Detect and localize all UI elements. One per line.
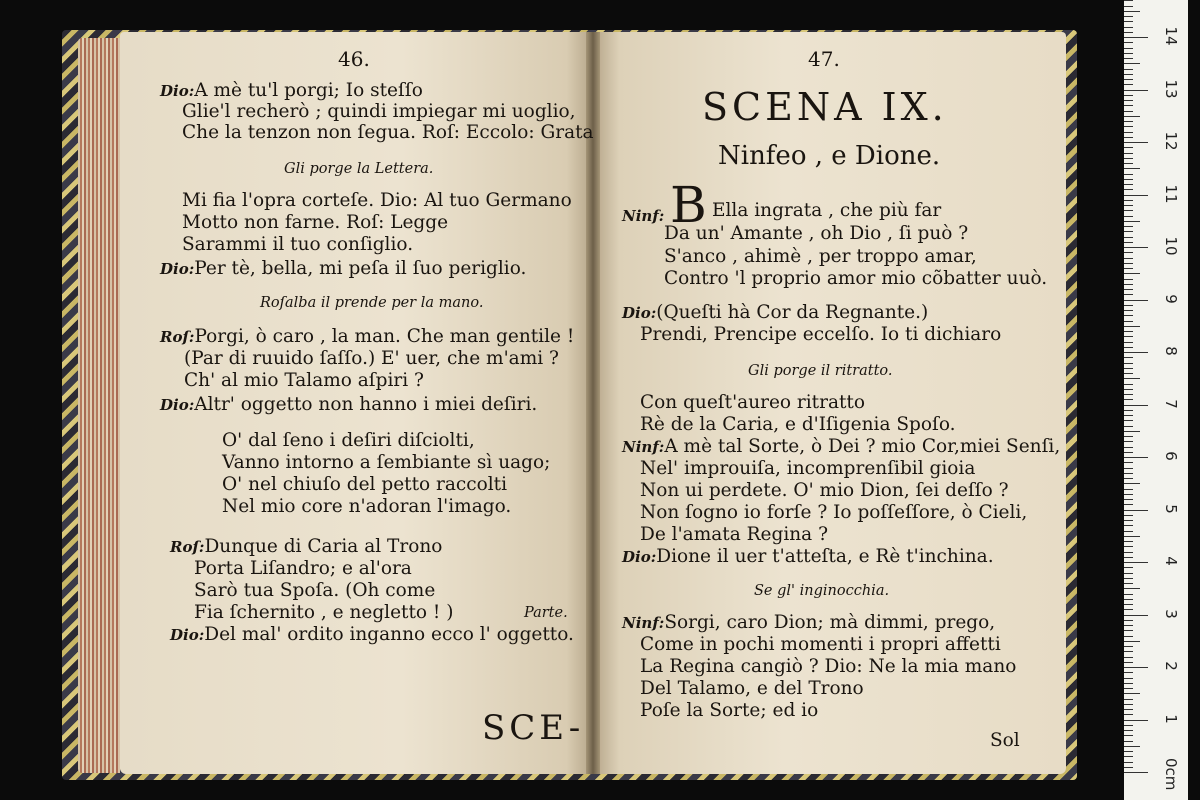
left-line-4: Mi fia l'opra corteſe. Dio: Al tuo Germano (182, 190, 572, 211)
left-page-number: 46. (338, 47, 370, 71)
ruler-label: 14 (1162, 26, 1180, 46)
ruler-tick (1124, 116, 1140, 117)
right-line-12: Non ſogno io forſe ? Io poſſeſſore, ò Cieli, (640, 502, 1028, 523)
ruler-tick (1124, 48, 1133, 49)
ruler-tick (1124, 347, 1133, 348)
right-line-10: Nel' improuiſa, incomprenſibil gioia (640, 458, 976, 479)
ruler-tick (1124, 772, 1148, 773)
left-line-13: Porta Liſandro; e al'ora (194, 558, 412, 579)
ruler-label: 13 (1162, 78, 1180, 99)
ruler-tick (1124, 599, 1133, 600)
ruler-tick (1124, 735, 1133, 736)
ruler-tick (1124, 457, 1148, 458)
ruler-tick (1124, 90, 1148, 91)
ruler-tick (1124, 646, 1133, 647)
ruler-tick (1124, 672, 1133, 673)
left-line-9: (Par di ruuido ſaſſo.) E' uer, che m'ami ? (184, 348, 559, 369)
ruler-tick (1124, 147, 1133, 148)
right-line-5: Dio:(Queſti hà Cor da Regnante.) (622, 302, 929, 323)
ruler-tick (1124, 625, 1133, 626)
scene-characters: Ninfeo , e Dione. (718, 141, 941, 171)
right-line-2: Da un' Amante , oh Dio , ſi può ? (664, 223, 969, 244)
measuring-ruler (1124, 0, 1188, 800)
ruler-tick (1124, 126, 1133, 127)
left-line-14: Sarò tua Spoſa. (Oh come (194, 580, 436, 601)
right-line-1: Ella ingrata , che più far (712, 200, 942, 221)
right-line-17: La Regina cangiò ? Dio: Ne la mia mano (640, 656, 1017, 677)
ruler-tick (1124, 284, 1133, 285)
ruler-tick (1124, 630, 1133, 631)
ruler-tick (1124, 573, 1133, 574)
ruler-tick (1124, 237, 1133, 238)
ruler-tick (1124, 410, 1133, 411)
ruler-tick (1124, 321, 1133, 322)
right-line-19: Poſe la Sorte; ed io (640, 700, 819, 721)
ruler-tick (1124, 121, 1133, 122)
ruler-tick (1124, 499, 1133, 500)
ruler-tick (1124, 111, 1133, 112)
ruler-label: 8 (1162, 346, 1180, 356)
ruler-tick (1124, 483, 1140, 484)
ruler-tick (1124, 431, 1140, 432)
ruler-tick (1124, 651, 1133, 652)
ruler-tick (1124, 441, 1133, 442)
ruler-tick (1124, 174, 1133, 175)
right-line-4: Contro 'l proprio amor mio cõbatter uuò. (664, 268, 1048, 289)
left-line-8: Roſ:Porgi, ò caro , la man. Che man gentile ! (160, 326, 575, 347)
right-line-14: Dio:Dione il uer t'atteſta, e Rè t'inchina. (622, 546, 994, 567)
ruler-tick (1124, 273, 1140, 274)
ruler-tick (1124, 53, 1133, 54)
ruler-tick (1124, 756, 1133, 757)
ruler-label: 2 (1162, 661, 1180, 671)
ruler-tick (1124, 641, 1140, 642)
right-speaker-1: Ninf: (622, 207, 665, 225)
ruler-tick (1124, 357, 1133, 358)
ruler-tick (1124, 531, 1133, 532)
left-line-6: Sarammi il tuo conſiglio. (182, 234, 414, 255)
ruler-tick (1124, 221, 1140, 222)
ruler-tick (1124, 16, 1133, 17)
ruler-tick (1124, 683, 1133, 684)
ruler-tick (1124, 189, 1133, 190)
ruler-tick (1124, 420, 1133, 421)
ruler-tick (1124, 0, 1133, 1)
left-line-5: Motto non farne. Roſ: Legge (182, 212, 449, 233)
ruler-tick (1124, 373, 1133, 374)
ruler-tick (1124, 336, 1133, 337)
left-exit-direction: Parte. (524, 605, 568, 621)
left-line-1: Dio:A mè tu'l porgi; Io steſſo (160, 80, 423, 101)
ruler-tick (1124, 426, 1133, 427)
right-line-9: Ninf:A mè tal Sorte, ò Dei ? mio Cor,miei Senſi, (622, 436, 1061, 457)
left-line-3: Che la tenzon non ſegua. Roſ: Eccolo: Grata (182, 122, 594, 143)
ruler-tick (1124, 520, 1133, 521)
left-stage-direction-2: Roſalba il prende per la mano. (260, 295, 484, 311)
drop-cap: B (670, 176, 707, 234)
ruler-tick (1124, 693, 1140, 694)
ruler-label: 11 (1162, 183, 1180, 204)
ruler-tick (1124, 452, 1133, 453)
ruler-tick (1124, 158, 1133, 159)
left-line-15: Fia ſchernito , e negletto ! ) (194, 602, 454, 623)
ruler-tick (1124, 688, 1133, 689)
left-verse-4: Nel mio core n'adoran l'imago. (222, 496, 512, 517)
left-verse-2: Vanno intorno a ſembiante sì uago; (222, 452, 551, 473)
ruler-tick (1124, 709, 1133, 710)
ruler-tick (1124, 662, 1133, 663)
left-line-2: Glie'l recherò ; quindi impiegar mi uoglio, (182, 101, 576, 122)
ruler-tick (1124, 751, 1133, 752)
ruler-tick (1124, 657, 1133, 658)
ruler-tick (1124, 478, 1133, 479)
ruler-tick (1124, 489, 1133, 490)
ruler-tick (1124, 636, 1133, 637)
ruler-tick (1124, 604, 1133, 605)
ruler-tick (1124, 389, 1133, 390)
ruler-tick (1124, 95, 1133, 96)
ruler-tick (1124, 305, 1133, 306)
ruler-tick (1124, 79, 1133, 80)
ruler-tick (1124, 462, 1133, 463)
ruler-tick (1124, 667, 1148, 668)
ruler-tick (1124, 405, 1148, 406)
ruler-tick (1124, 363, 1133, 364)
ruler-tick (1124, 515, 1133, 516)
ruler-label: 10 (1162, 236, 1180, 256)
ruler-label: 5 (1162, 503, 1180, 514)
ruler-tick (1124, 195, 1148, 196)
ruler-tick (1124, 279, 1133, 280)
ruler-tick (1124, 714, 1133, 715)
ruler-tick (1124, 557, 1133, 558)
ruler-tick (1124, 588, 1140, 589)
left-catchword: SCE- (482, 708, 585, 748)
right-page-number: 47. (808, 47, 840, 71)
ruler-tick (1124, 331, 1133, 332)
ruler-tick (1124, 326, 1140, 327)
ruler-tick (1124, 168, 1140, 169)
left-line-7: Dio:Per tè, bella, mi peſa il ſuo periglio. (160, 258, 527, 279)
ruler-tick (1124, 210, 1133, 211)
ruler-label: 12 (1162, 131, 1180, 151)
ruler-tick (1124, 578, 1133, 579)
ruler-tick (1124, 142, 1148, 143)
left-verse-3: O' nel chiuſo del petto raccolti (222, 474, 508, 495)
ruler-label: 7 (1162, 398, 1180, 409)
ruler-tick (1124, 541, 1133, 542)
ruler-tick (1124, 342, 1133, 343)
scene-title: SCENA IX. (702, 85, 948, 129)
ruler-tick (1124, 258, 1133, 259)
ruler-tick (1124, 42, 1133, 43)
ruler-tick (1124, 384, 1133, 385)
ruler-tick (1124, 69, 1133, 70)
ruler-tick (1124, 368, 1133, 369)
ruler-tick (1124, 730, 1133, 731)
ruler-tick (1124, 137, 1133, 138)
ruler-tick (1124, 378, 1140, 379)
ruler-tick (1124, 231, 1133, 232)
ruler-tick (1124, 704, 1133, 705)
ruler-tick (1124, 567, 1133, 568)
left-line-11: Dio:Altr' oggetto non hanno i miei deſiri. (160, 394, 538, 415)
ruler-label: 3 (1162, 608, 1180, 619)
right-catchword: Sol (990, 730, 1020, 751)
ruler-tick (1124, 315, 1133, 316)
ruler-tick (1124, 594, 1133, 595)
left-stage-direction-1: Gli porge la Lettera. (284, 161, 434, 177)
ruler-tick (1124, 609, 1133, 610)
right-line-11: Non ui perdete. O' mio Dion, ſei deſſo ? (640, 480, 1009, 501)
left-line-16: Dio:Del mal' ordito inganno ecco l' oggetto. (170, 624, 574, 645)
left-verse-1: O' dal ſeno i deſiri diſciolti, (222, 430, 475, 451)
ruler-tick (1124, 84, 1133, 85)
ruler-tick (1124, 294, 1133, 295)
ruler-tick (1124, 583, 1133, 584)
right-line-18: Del Talamo, e del Trono (640, 678, 864, 699)
ruler-tick (1124, 289, 1133, 290)
ruler-tick (1124, 394, 1133, 395)
right-line-16: Come in pochi momenti i propri affetti (640, 634, 1001, 655)
left-line-12: Roſ:Dunque di Caria al Trono (170, 536, 443, 557)
ruler-tick (1124, 762, 1133, 763)
ruler-label: 9 (1162, 293, 1180, 304)
ruler-tick (1124, 699, 1133, 700)
ruler-tick (1124, 468, 1133, 469)
ruler-tick (1124, 300, 1148, 301)
right-line-7: Con queſt'aureo ritratto (640, 392, 865, 413)
ruler-tick (1124, 184, 1133, 185)
right-stage-direction-1: Gli porge il ritratto. (748, 363, 893, 379)
ruler-tick (1124, 504, 1133, 505)
ruler-tick (1124, 163, 1133, 164)
ruler-tick (1124, 32, 1133, 33)
ruler-tick (1124, 678, 1133, 679)
ruler-tick (1124, 179, 1133, 180)
ruler-label: 0cm (1162, 758, 1180, 791)
ruler-tick (1124, 252, 1133, 253)
ruler-tick (1124, 242, 1133, 243)
ruler-tick (1124, 552, 1133, 553)
ruler-tick (1124, 720, 1148, 721)
ruler-tick (1124, 132, 1133, 133)
ruler-label: 1 (1162, 713, 1180, 724)
ruler-tick (1124, 447, 1133, 448)
ruler-tick (1124, 399, 1133, 400)
ruler-tick (1124, 620, 1133, 621)
ruler-tick (1124, 205, 1133, 206)
ruler-tick (1124, 562, 1148, 563)
ruler-tick (1124, 226, 1133, 227)
right-line-15: Ninf:Sorgi, caro Dion; mà dimmi, prego, (622, 612, 996, 633)
ruler-tick (1124, 352, 1148, 353)
ruler-tick (1124, 741, 1133, 742)
ruler-tick (1124, 525, 1133, 526)
ruler-tick (1124, 11, 1140, 12)
page-edges (78, 38, 120, 773)
ruler-tick (1124, 263, 1133, 264)
ruler-tick (1124, 473, 1133, 474)
ruler-tick (1124, 546, 1133, 547)
ruler-tick (1124, 153, 1133, 154)
ruler-tick (1124, 6, 1133, 7)
ruler-tick (1124, 200, 1133, 201)
ruler-tick (1124, 415, 1133, 416)
ruler-tick (1124, 310, 1133, 311)
ruler-label: 6 (1162, 451, 1180, 461)
ruler-tick (1124, 746, 1140, 747)
ruler-tick (1124, 100, 1133, 101)
ruler-tick (1124, 436, 1133, 437)
right-line-13: De l'amata Regina ? (640, 524, 828, 545)
right-line-3: S'anco , ahimè , per troppo amar, (664, 246, 977, 267)
ruler-tick (1124, 74, 1133, 75)
ruler-tick (1124, 27, 1133, 28)
ruler-tick (1124, 105, 1133, 106)
ruler-tick (1124, 725, 1133, 726)
ruler-tick (1124, 21, 1133, 22)
right-line-8: Rè de la Caria, e d'Iſigenia Spoſo. (640, 414, 956, 435)
left-line-10: Ch' al mio Talamo aſpiri ? (184, 370, 424, 391)
ruler-label: 4 (1162, 556, 1180, 566)
ruler-tick (1124, 268, 1133, 269)
ruler-tick (1124, 767, 1133, 768)
ruler-tick (1124, 216, 1133, 217)
right-line-6: Prendi, Prencipe eccelſo. Io ti dichiaro (640, 324, 1002, 345)
ruler-tick (1124, 58, 1133, 59)
ruler-tick (1124, 247, 1148, 248)
right-stage-direction-2: Se gl' inginocchia. (754, 583, 890, 599)
ruler-tick (1124, 615, 1148, 616)
ruler-tick (1124, 494, 1133, 495)
ruler-tick (1124, 37, 1148, 38)
ruler-tick (1124, 63, 1140, 64)
ruler-tick (1124, 536, 1140, 537)
ruler-tick (1124, 510, 1148, 511)
